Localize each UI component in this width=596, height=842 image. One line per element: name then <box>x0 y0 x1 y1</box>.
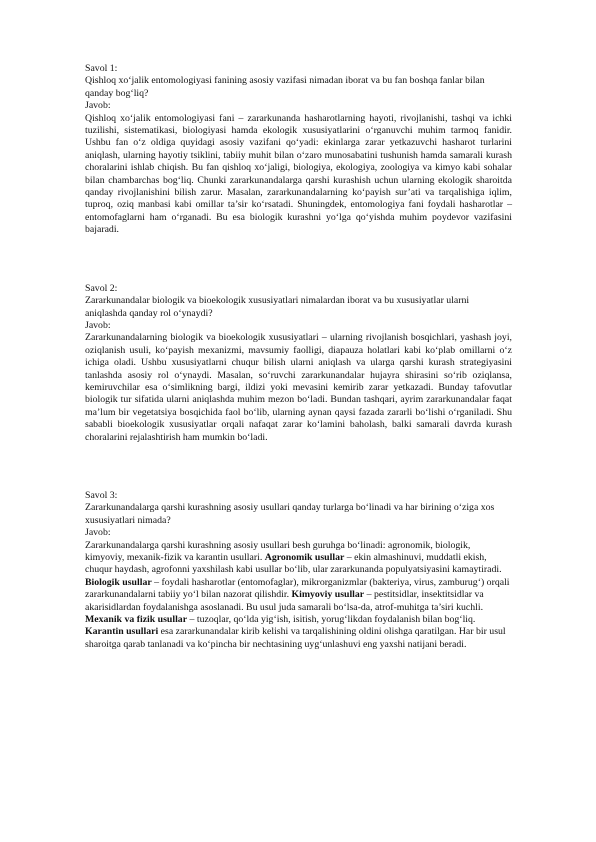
method-quarantine-label: Karantin usullari <box>85 626 159 638</box>
answer-text-part: – tuzoqlar, qo‘lda yig‘ish, isitish, yorug‘likdan foydalanish bilan bog‘liq. <box>187 614 476 626</box>
question-text: Qishloq xo‘jalik entomologiyasi fanining asosiy vazifasi nimadan iborat va bu fan boshqa fanlar bilan qanday bog‘liq? <box>85 75 485 99</box>
answer-title: Javob: <box>85 100 111 112</box>
question-text: Zararkunandalarga qarshi kurashning asosiy usullari qanday turlarga bo‘linadi va har birining o‘ziga xos xususiyatlari nimada? <box>85 502 495 526</box>
answer-text: Qishloq xo‘jalik entomologiyasi fani – zararkunanda hasharotlarning hayoti, rivojlanishi, tashqi va ichki tuzilishi, sistematikasi, biologiyasi hamda ekologik xususiyatlarini o‘rganuvchi muhim tarmoq fanidir. Ushbu fan o‘z oldiga quyidagi asosiy vazifani qo‘yadi: ekinlarga zarar yetkazuvchi hasharot turlarini aniqlash, ularning hayotiy tsiklini, tabiiy muhit bilan o‘zaro munosabatini tushunish hamda samarali kurash choralarini ishlab chiqish. Bu fan qishloq xo‘jaligi, biologiya, ekologiya, zoologiya va kimyo kabi sohalar bilan chambarchas bog‘liq. Chunki zararkunandalarga qarshi kurashish uchun ularning ekologik sharoitda qanday rivojlanishini bilish zarur. Masalan, zararkunandalarning ko‘payish sur’ati va tarqalishiga iqlim, tuproq, oziq manbasi kabi omillar ta’sir ko‘rsatadi. Shuningdek, entomologiya fani foydali hasharotlar – entomofaglarni ham o‘rganadi. Bu esa biologik kurashni yo‘lga qo‘yishda muhim poydevor vazifasini bajaradi. <box>85 112 512 236</box>
section-spacer <box>85 444 512 490</box>
method-chemical-label: Kimyoviy usullar <box>291 589 365 601</box>
method-biological-label: Biologik usullar <box>85 576 152 588</box>
question-text: Zararkunandalar biologik va bioekologik xususiyatlari nimalardan iborat va bu xususiyatlar ularni aniqlashda qanday rol o‘ynaydi? <box>85 295 470 319</box>
answer-title: Javob: <box>85 319 111 331</box>
answer-text-part: esa zararkunandalar kirib kelishi va tarqalishining oldini olishga qaratilgan. Har bir usul sharoitga qarab tanlanadi va ko‘pincha bir nechtasining uyg‘unlashuvi eng yaxshi natijani beradi. <box>85 626 506 650</box>
method-agronomic-label: Agronomik usullar <box>264 552 345 563</box>
question-title: Savol 3: <box>85 489 118 501</box>
question-title: Savol 1: <box>85 63 118 74</box>
answer-text: Zararkunandalarning biologik va bioekologik xususiyatlari – ularning rivojlanish bosqichlari, yashash joyi, oziqlanish usuli, ko‘payish mexanizmi, mavsumiy faolligi, diapauza holatlari kabi ko‘plab omillarni o‘z ichiga oladi. Ushbu xususiyatlarni chuqur bilish ularni aniqlash va ularga qarshi kurash strategiyasini tanlashda asosiy rol o‘ynaydi. Masalan, so‘ruvchi zararkunandalar hujayra shirasini so‘rib oziqlansa, kemiruvchilar esa o‘simlikning bargi, ildizi yoki mevasini kemirib zarar yetkazadi. Bunday tafovutlar biologik tur sifatida ularni aniqlashda muhim mezon bo‘ladi. Bundan tashqari, ayrim zararkunandalar faqat ma’lum bir vegetatsiya bosqichida faol bo‘lib, ularning aynan qaysi fazada zararli bo‘lishi o‘rganiladi. Shu sababli bioekologik xususiyatlar orqali nafaqat zarar ko‘lamini baholash, balki samarali davrda kurash choralarini rejalashtirish ham mumkin bo‘ladi. <box>85 332 512 443</box>
answer-text-part: Zararkunandalarga qarshi kurashning asosiy usullari besh guruhga bo‘linadi: agronomik, biologik, kimyoviy, mexanik-fizik va karantin usullari. <box>85 539 471 563</box>
answer-text-part: – ekin almashinuvi, muddatli ekish, chuqur haydash, agrofonni yaxshilash kabi usullar bo‘lib, ular zararkunanda populyatsiyasini kamaytiradi. <box>85 552 502 576</box>
question-block-1 <box>85 63 512 237</box>
answer-text <box>85 540 512 652</box>
document-page <box>85 63 512 651</box>
question-block-2 <box>85 283 512 444</box>
method-mechanical-physical-label: Mexanik va fizik usullar <box>85 614 188 626</box>
answer-title: Javob: <box>85 527 111 539</box>
section-spacer <box>85 237 512 283</box>
answer-text-part: – foydali hasharotlar (entomofaglar), mikrorganizmlar (bakteriya, virus, zamburug‘) orqali zararkunandalarni tabiiy yo‘l bilan nazorat qilishdir. <box>85 576 510 601</box>
question-title: Savol 2: <box>85 282 118 294</box>
answer-text-part: – pestitsidlar, insektitsidlar va akarisidlardan foydalanishga asoslanadi. Bu usul juda samarali bo‘lsa-da, atrof-muhitga ta’siri kuchli. <box>85 589 484 613</box>
question-block-3 <box>85 490 512 651</box>
